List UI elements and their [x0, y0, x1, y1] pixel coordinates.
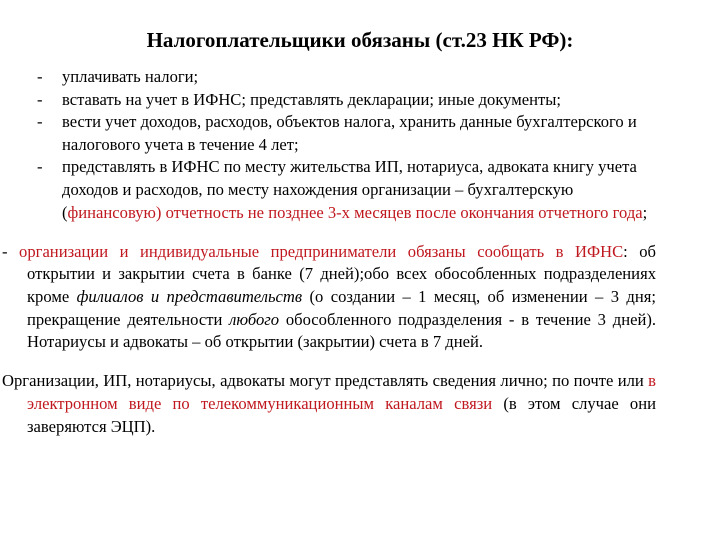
list-item	[37, 156, 656, 224]
list-item-text: уплачивать налоги;	[62, 67, 199, 86]
list-item-organizations	[2, 241, 656, 354]
paragraph-submission	[2, 370, 656, 438]
dash-bullet: -	[37, 89, 43, 109]
list-item	[37, 111, 656, 156]
slide-body	[2, 66, 656, 455]
dash-bullet: -	[37, 157, 43, 177]
dash-bullet: -	[2, 241, 8, 261]
paragraph-text: Организации, ИП, нотариусы, адвокаты могут представлять сведения лично; по почте или	[2, 371, 649, 391]
italic-text: любого	[229, 309, 280, 329]
slide-title: Налогоплательщики обязаны (ст.23 НК РФ):	[146, 28, 574, 52]
highlighted-text: организации и индивидуальные предприниматели обязаны сообщать в ИФНС	[19, 241, 624, 261]
dash-bullet: -	[37, 67, 43, 86]
list-item-text: вставать на учет в ИФНС; представлять декларации; иные документы;	[62, 89, 561, 109]
list-item-text: обособленного подразделения - в течение 3 дней). Нотариусы и адвокаты – об открытии (закрытии) счета в 7 дней.	[27, 309, 656, 352]
list-item-text: вести учет доходов, расходов, объектов налога, хранить данные бухгалтерского и налогового учета в течение 4 лет;	[62, 112, 637, 154]
italic-text: филиалов и представительств	[76, 286, 303, 306]
list-item	[37, 66, 656, 89]
list-item-text: (о создании – 1 месяц, об изменении – 3 дня; прекращение деятельности	[27, 286, 656, 329]
highlighted-text: в электронном виде по телекоммуникационным каналам связи	[27, 371, 656, 413]
list-item	[37, 89, 656, 112]
list-item-text: ;	[642, 202, 648, 222]
list-item-text: : об открытии и закрытии счета в банке (7 дней);обо всех обособленных подразделениях кроме	[27, 241, 656, 306]
dash-bullet: -	[37, 112, 43, 132]
highlighted-text: финансовую) отчетность не позднее 3-х месяцев после окончания отчетного года	[67, 202, 643, 222]
paragraph-text: (в этом случае они заверяются ЭЦП).	[27, 393, 656, 436]
list-item-text: представлять в ИФНС по месту жительства ИП, нотариуса, адвоката книгу учета доходов и расходов, по месту нахождения организации – бухгалтерскую (	[62, 157, 637, 222]
